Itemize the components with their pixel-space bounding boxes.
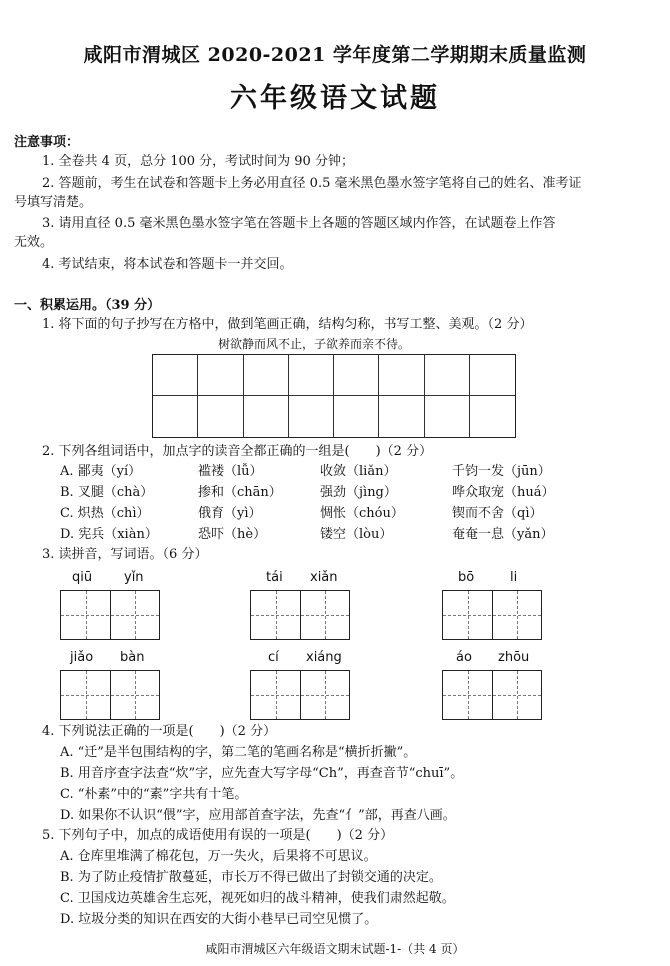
tian-grid[interactable] xyxy=(60,590,160,640)
q2-a2: 褴褛（lǚ） xyxy=(198,464,263,479)
q5-option-c: C. 卫国戍边英雄舍生忘死，视死如归的战斗精神，使我们肃然起敬。 xyxy=(60,891,455,906)
pinyin: xiáng xyxy=(306,650,342,665)
q4-option-c: C. “朴素”中的“素”字共有十笔。 xyxy=(60,787,248,802)
note-3: 3. 请用直径 0.5 毫米黑色墨水签字笔在答题卡上各题的答题区域内作答，在试题卷上作答 xyxy=(42,216,556,231)
copy-grid[interactable] xyxy=(152,354,516,438)
pinyin: li xyxy=(510,570,518,585)
q2-d4: 奄奄一息（yǎn） xyxy=(452,527,554,542)
note-4: 4. 考试结束，将本试卷和答题卡一并交回。 xyxy=(42,257,293,272)
pinyin: xiǎn xyxy=(310,570,338,585)
exam-title: 咸阳市渭城区 2020-2021 学年度第二学期期末质量监测 xyxy=(83,44,587,66)
q2-a4: 千钧一发（jūn） xyxy=(452,464,551,479)
q1-stem: 1. 将下面的句子抄写在方格中，做到笔画正确，结构匀称，书写工整、美观。（2 分） xyxy=(42,317,533,332)
q2-c3: 惆怅（chóu） xyxy=(320,506,404,521)
grid-cell[interactable] xyxy=(470,396,515,437)
q4-stem: 4. 下列说法正确的一项是( )（2 分） xyxy=(42,724,277,739)
q4-option-b: B. 用音序查字法查“炊”字，应先查大写字母“Ch”，再查音节“chuī”。 xyxy=(60,766,464,781)
exam-subtitle: 六年级语文试题 xyxy=(230,83,440,114)
q2-b1: B. 叉腿（chà） xyxy=(60,485,154,500)
note-2: 2. 答题前，考生在试卷和答题卡上务必用直径 0.5 毫米黑色墨水签字笔将自己的姓名、准考证 xyxy=(42,176,582,191)
grid-cell[interactable] xyxy=(289,396,334,437)
note-1: 1. 全卷共 4 页，总分 100 分，考试时间为 90 分钟； xyxy=(42,154,354,169)
q4-option-a: A. “迁”是半包围结构的字，第二笔的笔画名称是“横折折撇”。 xyxy=(60,745,417,760)
section-heading: 一、积累运用。（39 分） xyxy=(14,298,161,313)
q2-b4: 哗众取宠（huá） xyxy=(452,485,555,500)
pinyin: zhōu xyxy=(498,650,530,665)
grid-cell[interactable] xyxy=(198,355,243,396)
q2-d1: D. 宪兵（xiàn） xyxy=(60,527,158,542)
q4-option-d: D. 如果你不认识“偎”字，应用部首查字法，先查“亻”部，再查八画。 xyxy=(60,808,456,823)
pinyin: cí xyxy=(268,650,279,665)
tian-grid[interactable] xyxy=(250,670,350,720)
grid-cell[interactable] xyxy=(425,396,470,437)
pinyin: qiū xyxy=(72,570,93,585)
pinyin: bàn xyxy=(120,650,145,665)
grid-cell[interactable] xyxy=(244,396,289,437)
q5-option-d: D. 垃圾分类的知识在西安的大街小巷早已司空见惯了。 xyxy=(60,912,378,927)
q2-b2: 掺和（chān） xyxy=(198,485,282,500)
grid-cell[interactable] xyxy=(334,396,379,437)
grid-cell[interactable] xyxy=(198,396,243,437)
grid-cell[interactable] xyxy=(289,355,334,396)
notes-heading: 注意事项： xyxy=(14,135,80,150)
tian-grid[interactable] xyxy=(442,590,542,640)
pinyin: jiǎo xyxy=(70,650,94,665)
q2-a3: 收敛（liǎn） xyxy=(320,464,397,479)
page-footer: 咸阳市渭城区六年级语文期末试题-1-（共 4 页） xyxy=(205,942,465,956)
q2-c4: 锲而不舍（qì） xyxy=(452,506,543,521)
tian-grid[interactable] xyxy=(60,670,160,720)
q3-stem: 3. 读拼音，写词语。（6 分） xyxy=(42,547,208,562)
grid-cell[interactable] xyxy=(153,355,198,396)
grid-cell[interactable] xyxy=(244,355,289,396)
grid-cell[interactable] xyxy=(425,355,470,396)
grid-cell[interactable] xyxy=(379,355,424,396)
q2-c1: C. 炽热（chì） xyxy=(60,506,150,521)
note-2-cont: 号填写清楚。 xyxy=(14,195,93,210)
q1-sentence: 树欲静而风不止，子欲养而亲不待。 xyxy=(218,337,411,351)
pinyin: tái xyxy=(266,570,283,585)
q2-d3: 镂空（lòu） xyxy=(320,527,393,542)
grid-cell[interactable] xyxy=(470,355,515,396)
pinyin: áo xyxy=(456,650,472,665)
q2-b3: 强劲（jìng） xyxy=(320,485,397,500)
tian-grid[interactable] xyxy=(250,590,350,640)
tian-grid[interactable] xyxy=(442,670,542,720)
q2-c2: 俄育（yì） xyxy=(198,506,262,521)
pinyin: yǐn xyxy=(124,570,144,585)
note-3-cont: 无效。 xyxy=(14,235,54,250)
q5-option-a: A. 仓库里堆满了棉花包，万一失火，后果将不可思议。 xyxy=(60,849,377,864)
grid-cell[interactable] xyxy=(379,396,424,437)
q2-d2: 恐吓（hè） xyxy=(198,527,267,542)
grid-cell[interactable] xyxy=(153,396,198,437)
q5-option-b: B. 为了防止疫情扩散蔓延，市长万不得已做出了封锁交通的决定。 xyxy=(60,870,442,885)
q2-stem: 2. 下列各组词语中，加点字的读音全都正确的一组是( )（2 分） xyxy=(42,444,433,459)
q2-a1: A. 鄙夷（yí） xyxy=(60,464,142,479)
q5-stem: 5. 下列句子中，加点的成语使用有误的一项是( )（2 分） xyxy=(42,828,394,843)
grid-cell[interactable] xyxy=(334,355,379,396)
pinyin: bō xyxy=(458,570,475,585)
